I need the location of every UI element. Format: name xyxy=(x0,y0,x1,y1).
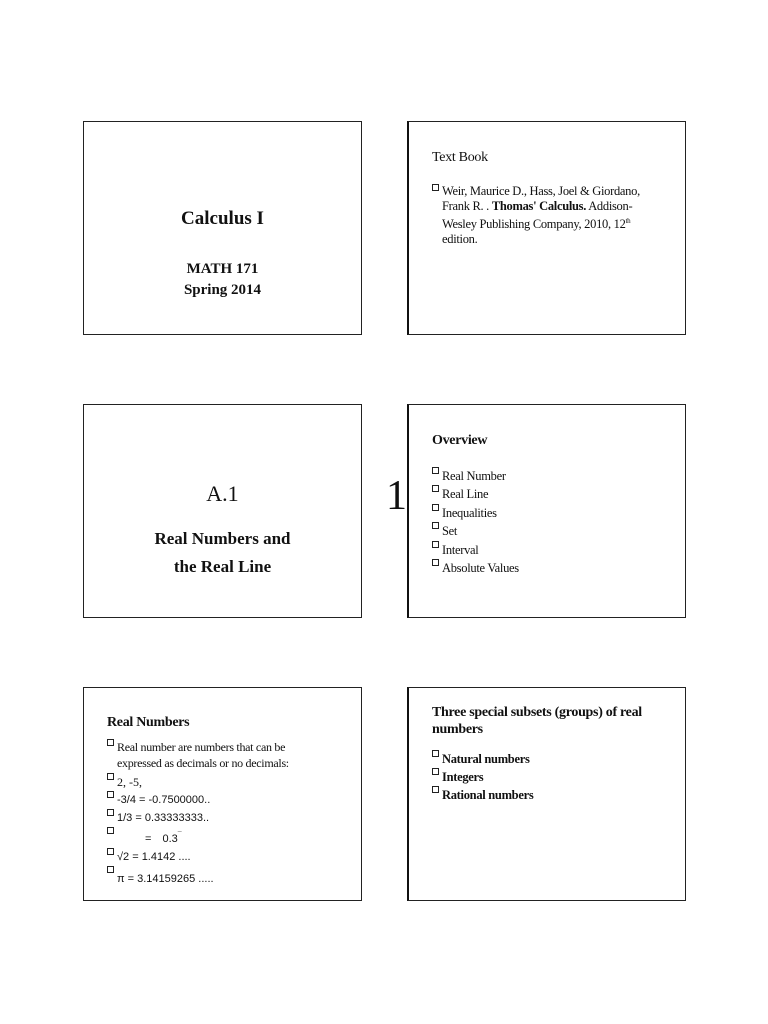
example-item xyxy=(107,827,357,848)
slide-heading: Overview xyxy=(432,433,488,448)
subset-item: Natural numbers xyxy=(432,750,533,768)
slide-overview xyxy=(407,404,686,618)
example-item: π = 3.14159265 ..... xyxy=(107,866,357,892)
example-item: 1/3 = 0.33333333.. xyxy=(107,809,357,827)
slide-title xyxy=(83,121,362,335)
section-title-line2: the Real Line xyxy=(173,557,272,576)
slide-heading: Text Book xyxy=(432,150,488,165)
overview-item: Inequalities xyxy=(432,504,519,522)
slide-heading: Real Numbers xyxy=(107,715,190,730)
heading-line2: numbers xyxy=(432,722,483,737)
overview-item: Absolute Values xyxy=(432,559,519,577)
slide-heading xyxy=(432,704,642,738)
page-number: 1 xyxy=(386,473,407,519)
course-term: Spring 2014 xyxy=(183,282,262,298)
reference-list xyxy=(432,184,682,247)
subset-item: Rational numbers xyxy=(432,786,533,804)
examples-list xyxy=(107,739,357,892)
overview-item: Real Line xyxy=(432,485,519,503)
overview-item: Interval xyxy=(432,541,519,559)
repeating-equals: = xyxy=(145,832,152,845)
section-number: A.1 xyxy=(206,481,239,506)
definition-line1: Real number are numbers that can be xyxy=(117,740,286,754)
course-title: Calculus I xyxy=(181,208,264,229)
section-title-line1: Real Numbers and xyxy=(154,529,291,548)
heading-line1: Three special subsets (groups) of real xyxy=(432,705,642,720)
repeating-value: 0.3 xyxy=(162,832,178,845)
subset-item: Integers xyxy=(432,768,533,786)
slide-subsets xyxy=(407,687,686,901)
ref-authors-2: Frank R. . xyxy=(442,199,492,213)
slide-textbook xyxy=(407,121,686,335)
example-item: √2 = 1.4142 .... xyxy=(107,848,357,866)
ref-book-title: Thomas' Calculus. xyxy=(491,199,587,213)
overview-item: Set xyxy=(432,522,519,540)
definition-item xyxy=(107,739,357,771)
definition-line2: expressed as decimals or no decimals: xyxy=(117,756,289,770)
ref-publisher-2: Wesley Publishing Company, 2010, 12 xyxy=(442,217,626,232)
ref-publisher-1: Addison- xyxy=(586,199,633,213)
repeating-bar: ¯ xyxy=(177,832,182,839)
subsets-list xyxy=(432,750,533,804)
slide-section xyxy=(83,404,362,618)
example-item: -3/4 = -0.7500000.. xyxy=(107,791,357,809)
ref-publisher-3: edition. xyxy=(442,232,478,247)
example-item: 2, -5, xyxy=(107,773,357,791)
reference-item xyxy=(432,184,682,247)
slide-real-numbers xyxy=(83,687,362,901)
overview-item: Real Number xyxy=(432,467,519,485)
ref-authors-1: Weir, Maurice D., Hass, Joel & Giordano, xyxy=(442,184,640,198)
course-code: MATH 171 xyxy=(186,261,259,277)
overview-list xyxy=(432,467,519,577)
ref-edition-sup: th xyxy=(625,217,631,225)
